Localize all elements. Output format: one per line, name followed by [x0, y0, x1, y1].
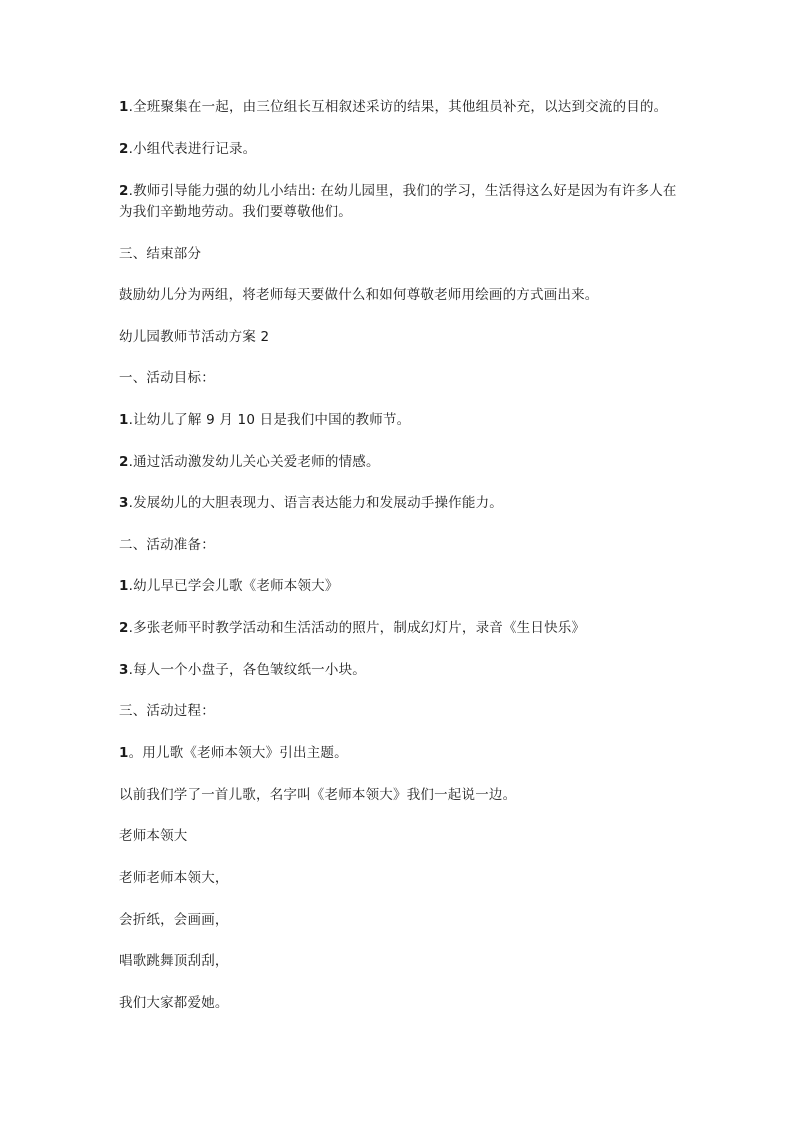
goal-item	[119, 493, 689, 514]
item-number: 3	[119, 495, 129, 511]
section-heading-end	[119, 244, 689, 265]
item-number: 1	[119, 578, 129, 594]
paragraph-exchange	[119, 97, 689, 118]
plan-title	[119, 327, 689, 348]
poem-line	[119, 993, 689, 1014]
item-number: 2	[119, 454, 129, 470]
paragraph-intro	[119, 785, 689, 806]
item-number: 2	[119, 183, 129, 199]
section-heading-prep	[119, 535, 689, 556]
poem-line	[119, 951, 689, 972]
section-heading-process	[119, 701, 689, 722]
poem-title	[119, 826, 689, 847]
paragraph-text: .每人一个小盘子，各色皱纹纸一小块。	[128, 662, 366, 678]
poem-line	[119, 910, 689, 931]
item-number: 3	[119, 662, 129, 678]
paragraph-text: .小组代表进行记录。	[128, 141, 257, 157]
paragraph-text: 以前我们学了一首儿歌，名字叫《老师本领大》我们一起说一边。	[119, 787, 517, 803]
paragraph-text: .通过活动激发幼儿关心关爱老师的情感。	[128, 454, 380, 470]
paragraph-text: 幼儿园教师节活动方案 2	[119, 329, 270, 345]
paragraph-text: 我们大家都爱她。	[119, 995, 229, 1011]
paragraph-text: 二、活动准备：	[119, 537, 215, 553]
item-number: 2	[119, 141, 129, 157]
item-number: 1	[119, 99, 129, 115]
paragraph-text: 会折纸，会画画，	[119, 912, 229, 928]
prep-item	[119, 618, 689, 639]
paragraph-text: 一、活动目标：	[119, 370, 215, 386]
paragraph-text: .幼儿早已学会儿歌《老师本领大》	[128, 578, 339, 594]
paragraph-summary	[119, 181, 689, 223]
paragraph-drawing	[119, 285, 689, 306]
paragraph-text: .多张老师平时教学活动和生活活动的照片，制成幻灯片，录音《生日快乐》	[128, 620, 586, 636]
item-number: 1	[119, 745, 129, 761]
paragraph-text: 三、活动过程：	[119, 703, 215, 719]
paragraph-text: .全班聚集在一起，由三位组长互相叙述采访的结果，其他组员补充，以达到交流的目的。	[128, 99, 668, 115]
poem-line	[119, 868, 689, 889]
item-number: 2	[119, 620, 129, 636]
goal-item	[119, 410, 689, 431]
paragraph-record	[119, 139, 689, 160]
paragraph-text: 老师老师本领大，	[119, 870, 229, 886]
process-item	[119, 743, 689, 764]
paragraph-text: 老师本领大	[119, 828, 188, 844]
paragraph-text: 唱歌跳舞顶刮刮，	[119, 953, 229, 969]
goal-item	[119, 452, 689, 473]
paragraph-text: 鼓励幼儿分为两组，将老师每天要做什么和如何尊敬老师用绘画的方式画出来。	[119, 287, 599, 303]
paragraph-text: 三、结束部分	[119, 246, 202, 262]
paragraph-text: .教师引导能力强的幼儿小结出: 在幼儿园里，我们的学习，生活得这么好是因为有许多人在为我们辛勤地劳动。我们要尊敬他们。	[119, 183, 677, 220]
paragraph-text: 。用儿歌《老师本领大》引出主题。	[128, 745, 348, 761]
prep-item	[119, 576, 689, 597]
paragraph-text: .发展幼儿的大胆表现力、语言表达能力和发展动手操作能力。	[128, 495, 503, 511]
prep-item	[119, 660, 689, 681]
section-heading-goals	[119, 368, 689, 389]
paragraph-text: .让幼儿了解 9 月 10 日是我们中国的教师节。	[128, 412, 411, 428]
item-number: 1	[119, 412, 129, 428]
